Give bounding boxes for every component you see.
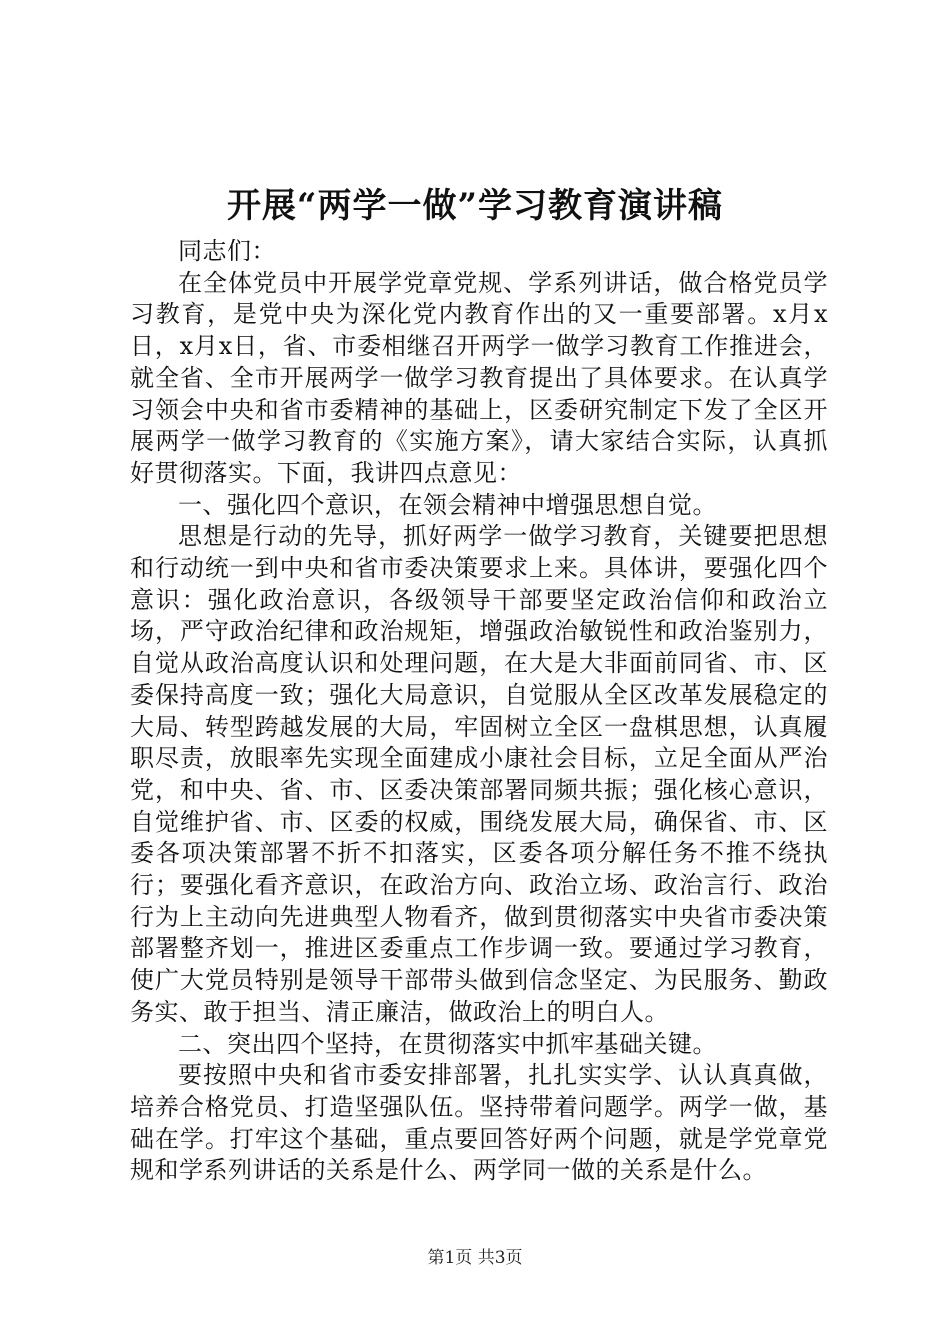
body-paragraph: 要按照中央和省市委安排部署，扎扎实实学、认认真真做，培养合格党员、打造坚强队伍。坚持带着问题学。两学一做，基础在学。打牢这个基础，重点要回答好两个问题，就是学党章党规和学系列讲话的关系是什么、两学同一做的关系是什么。 xyxy=(130,1061,828,1185)
salutation: 同志们： xyxy=(178,237,276,265)
document-body xyxy=(130,236,828,1187)
page-number-footer: 第1页 共3页 xyxy=(427,1248,523,1268)
document-title: 开展“两学一做”学习教育演讲稿 xyxy=(226,186,724,226)
section-heading: 二、突出四个坚持，在贯彻落实中抓牢基础关键。 xyxy=(178,1029,717,1058)
body-paragraph: 在全体党员中开展学党章党规、学系列讲话，做合格党员学习教育，是党中央为深化党内教育作出的又一重要部署。x月x日，x月x日，省、市委相继召开两学一做学习教育工作推进会，就全省、全市开展两学一做学习教育提出了具体要求。在认真学习领会中央和省市委精神的基础上，区委研究制定下发了全区开展两学一做学习教育的《实施方案》，请大家结合实际，认真抓好贯彻落实。下面，我讲四点意见： xyxy=(130,268,828,487)
body-paragraph: 思想是行动的先导，抓好两学一做学习教育，关键要把思想和行动统一到中央和省市委决策要求上来。具体讲，要强化四个意识：强化政治意识，各级领导干部要坚定政治信仰和政治立场，严守政治纪律和政治规矩，增强政治敏锐性和政治鉴别力，自觉从政治高度认识和处理问题，在大是大非面前同省、市、区委保持高度一致；强化大局意识，自觉服从全区改革发展稳定的大局、转型跨越发展的大局，牢固树立全区一盘棋思想，认真履职尽责，放眼率先实现全面建成小康社会目标，立足全面从严治党，和中央、省、市、区委决策部署同频共振；强化核心意识，自觉维护省、市、区委的权威，围绕发展大局，确保省、市、区委各项决策部署不折不扣落实，区委各项分解任务不推不绕执行；要强化看齐意识，在政治方向、政治立场、政治言行、政治行为上主动向先进典型人物看齐，做到贯彻落实中央省市委决策部署整齐划一，推进区委重点工作步调一致。要通过学习教育，使广大党员特别是领导干部带头做到信念坚定、为民服务、勤政务实、敢于担当、清正廉洁，做政治上的明白人。 xyxy=(130,522,828,1026)
section-heading: 一、强化四个意识，在领会精神中增强思想自觉。 xyxy=(178,490,717,519)
